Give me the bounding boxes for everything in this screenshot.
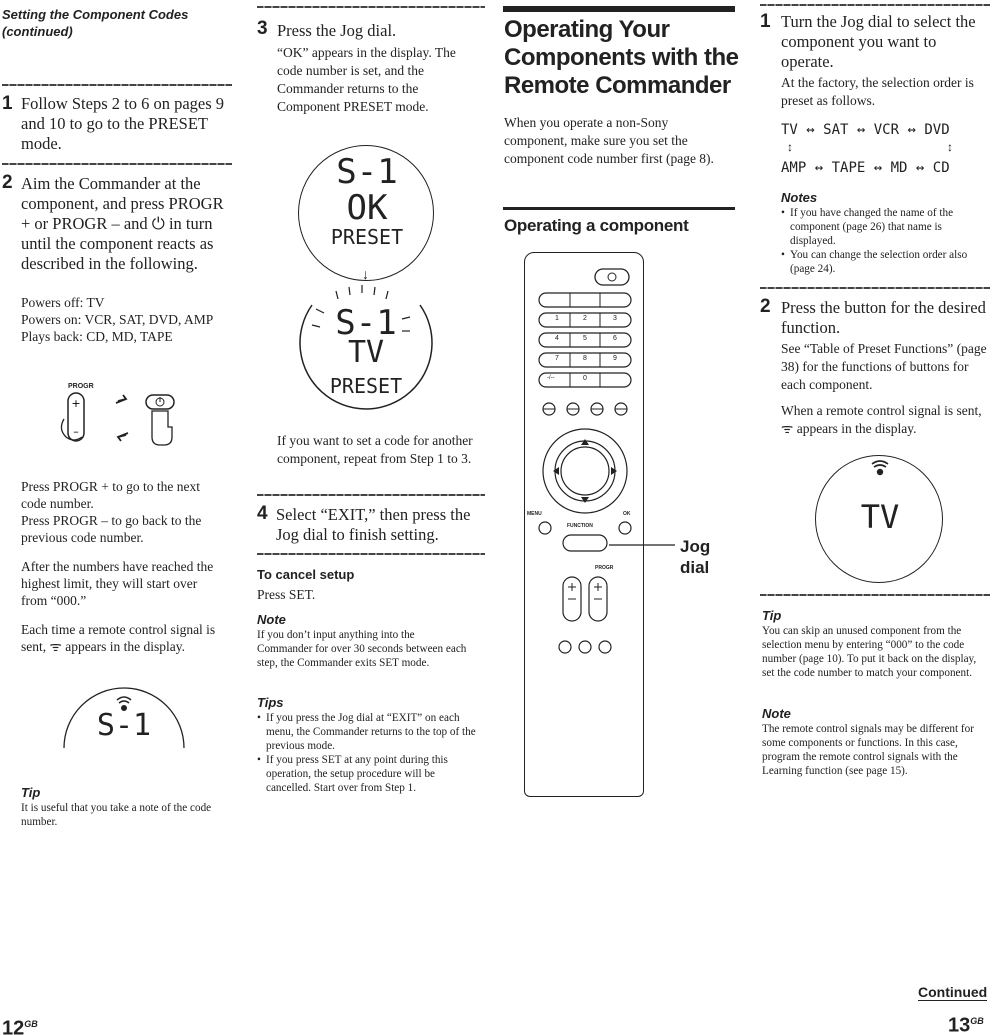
step-1-sub: At the factory, the selection order is preset as follows.	[781, 75, 974, 108]
title-rule	[503, 6, 735, 12]
divider	[2, 163, 232, 165]
divider	[257, 6, 485, 8]
arrow-updown-icon: ↕	[787, 140, 793, 154]
note-item: • You can change the selection order also (page 24).	[781, 249, 968, 275]
divider	[760, 594, 990, 596]
menu-label: MENU	[527, 511, 542, 517]
cancel-heading: To cancel setup	[257, 567, 355, 582]
page-number: $12^{GB}$	[2, 1017, 38, 1035]
step-3-title: Press the Jog dial.	[277, 21, 397, 40]
key: 5	[583, 335, 587, 342]
order-row: TV ↔ SAT ↔ VCR ↔ DVD	[781, 122, 950, 138]
progr-label: PROGR	[68, 383, 94, 390]
notes-heading: Notes	[781, 190, 818, 205]
key: 0	[583, 375, 587, 382]
order-item: DVD	[924, 122, 950, 138]
step-number: 3	[257, 18, 268, 39]
divider	[760, 287, 990, 289]
note-heading: Note	[257, 612, 286, 627]
page-number: $13^{GB}$	[948, 1014, 984, 1035]
svg-text:+: +	[71, 397, 81, 410]
cancel-text: Press SET.	[257, 587, 316, 602]
step-2-text: Press the button for the desired function.	[781, 298, 986, 337]
step-2-text: Aim the Commander at the component, and press PROGR + or PROGR – and ⏻ in turn until the component reacts as described in the following.	[21, 174, 224, 273]
lcd-line: S-1	[336, 152, 398, 192]
key: 8	[583, 355, 587, 362]
order-item: MD	[890, 160, 908, 176]
section-title: Operating a component	[504, 216, 689, 235]
tip-heading: Tip	[21, 785, 41, 800]
signal-text: Each time a remote control signal is sent, ᯤ appears in the display.	[21, 622, 216, 654]
divider	[2, 84, 232, 86]
tip-item: • If you press the Jog dial at “EXIT” on each menu, the Commander returns to the top of the previous mode.	[257, 712, 476, 752]
section-header: Setting the Component Codes (continued)	[2, 7, 189, 39]
progr-label: PROGR	[595, 565, 614, 571]
reaction-list	[21, 294, 231, 345]
step-number: 2	[2, 172, 13, 193]
divider	[760, 4, 990, 6]
order-item: TV	[781, 122, 798, 138]
function-label: FUNCTION	[567, 523, 593, 529]
tip-item: • If you press SET at any point during this operation, the setup procedure will be cancelled. Start over from Step 1.	[257, 754, 448, 794]
key: 9	[613, 355, 617, 362]
lcd-display	[62, 690, 186, 750]
tip-heading: Tip	[762, 608, 782, 623]
progr-plus-text: Press PROGR + to go to the next code number.	[21, 479, 200, 511]
tips-list	[257, 711, 479, 795]
step-2-sub2: When a remote control signal is sent, ᯤ appears in the display.	[781, 403, 982, 436]
step-number: 1	[760, 11, 771, 32]
order-row: AMP ↔ TAPE ↔ MD ↔ CD	[781, 160, 950, 176]
lcd-line: TV	[347, 335, 385, 370]
key: 7	[555, 355, 559, 362]
remote-commander	[524, 252, 644, 797]
note-item: • If you have changed the name of the component (page 26) that name is displayed.	[781, 207, 954, 247]
lcd-line: S-1	[335, 303, 397, 343]
section-rule	[503, 207, 735, 210]
note-heading: Note	[762, 706, 791, 721]
key: 4	[555, 335, 559, 342]
notes-list	[781, 206, 986, 276]
key: 2	[583, 315, 587, 322]
page-title: Operating Your Components with the Remote Commander	[504, 16, 739, 99]
step-number: 4	[257, 503, 268, 524]
order-item: SAT	[823, 122, 849, 138]
tip-text: It is useful that you take a note of the code number.	[21, 802, 212, 828]
key: -/--	[547, 375, 555, 381]
key: 1	[555, 315, 559, 322]
selection-order	[781, 120, 971, 182]
intro-text: When you operate a non-Sony component, make sure you set the component code number first (page 8).	[504, 115, 714, 166]
step-3-text: “OK” appears in the display. The code number is set, and the Commander returns to the Component PRESET mode.	[277, 45, 456, 114]
lcd-line: PRESET	[330, 225, 404, 249]
order-item: AMP	[781, 160, 807, 176]
progr-illustration	[60, 383, 200, 453]
divider	[257, 494, 485, 496]
ok-label: OK	[623, 511, 631, 517]
lcd-line: OK	[346, 188, 388, 228]
step-number: 2	[760, 296, 771, 317]
lcd-display-tv-signal	[815, 455, 943, 583]
note-text: The remote control signals may be different for some components or functions. In this case, program the remote control signals with the Learning function (see page 15).	[762, 723, 974, 777]
reaction-item: Plays back: CD, MD, TAPE	[21, 329, 173, 344]
limit-text: After the numbers have reached the highest limit, they will start over from “000.”	[21, 559, 214, 608]
key: 6	[613, 335, 617, 342]
order-item: TAPE	[831, 160, 866, 176]
reaction-item: Powers on: VCR, SAT, DVD, AMP	[21, 312, 214, 327]
lcd-line: PRESET	[329, 374, 403, 398]
order-item: CD	[932, 160, 950, 176]
continued-label: Continued	[918, 984, 988, 1000]
svg-text:–: –	[73, 425, 79, 438]
lcd-display-ok	[298, 145, 434, 281]
jog-dial-label: Jog dial	[680, 537, 711, 577]
lcd-text: S-1	[96, 708, 152, 743]
lcd-display-tv	[298, 283, 434, 409]
step-1-text: Follow Steps 2 to 6 on pages 9 and 10 to go to the PRESET mode.	[21, 94, 225, 153]
step-1-text: Turn the Jog dial to select the component you want to operate.	[781, 12, 976, 71]
step-number: 1	[2, 93, 13, 114]
progr-minus-text: Press PROGR – to go back to the previous code number.	[21, 513, 202, 545]
tip-text: You can skip an unused component from the selection menu by entering “000” to the code number (page 10). To put it back on the display, set the code number to match your component.	[762, 625, 977, 679]
progr-text	[21, 478, 221, 546]
key: 3	[613, 315, 617, 322]
arrow-down-icon: ↓	[362, 268, 369, 283]
lcd-text: TV	[860, 498, 900, 536]
order-item: VCR	[873, 122, 900, 138]
reaction-item: Powers off: TV	[21, 295, 105, 310]
divider	[257, 553, 485, 555]
note-text: If you don’t input anything into the Commander for over 30 seconds between each step, the Commander exits SET mode.	[257, 629, 467, 669]
step-4-text: Select “EXIT,” then press the Jog dial to finish setting.	[276, 505, 471, 544]
arrow-updown-icon: ↕	[947, 140, 953, 154]
repeat-text: If you want to set a code for another component, repeat from Step 1 to 3.	[277, 433, 473, 466]
step-2-sub: See “Table of Preset Functions” (page 38) for the functions of buttons for each component.	[781, 341, 987, 392]
tips-heading: Tips	[257, 695, 284, 710]
